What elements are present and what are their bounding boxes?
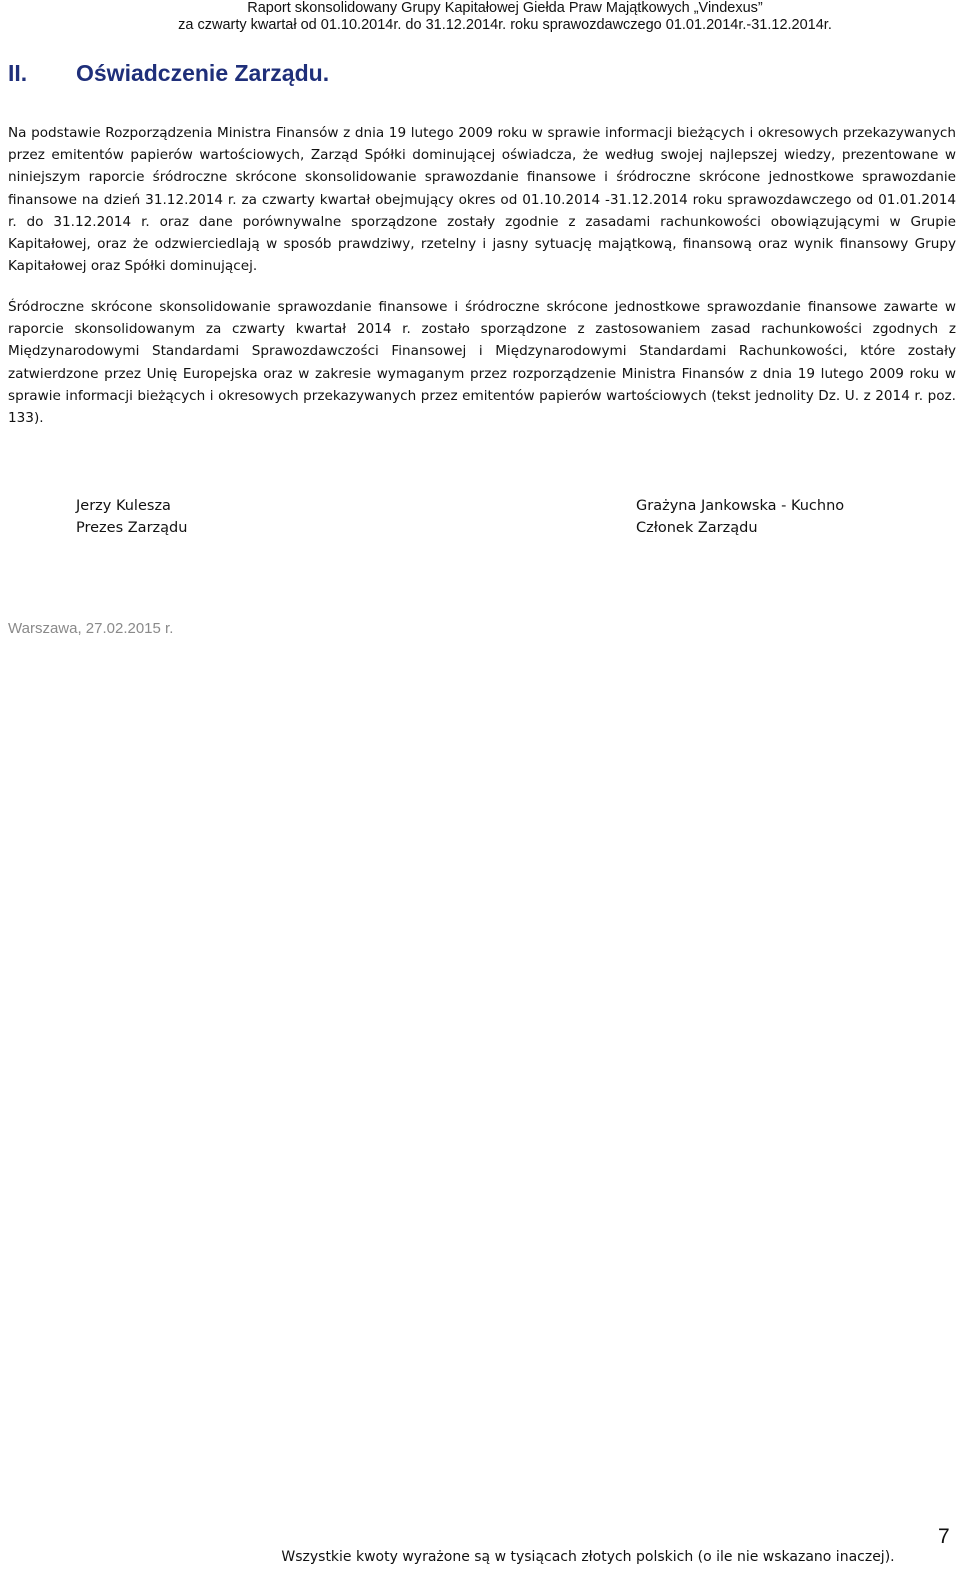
signatory-name: Grażyna Jankowska - Kuchno: [636, 498, 845, 514]
signatory-name: Jerzy Kulesza: [76, 498, 171, 514]
signatory-role: Członek Zarządu: [636, 520, 758, 536]
signatory-role: Prezes Zarządu: [76, 520, 188, 536]
signature-block-board-member: [636, 495, 844, 539]
section-number: II.: [8, 60, 28, 86]
management-statement-paragraph: Na podstawie Rozporządzenia Ministra Finansów z dnia 19 lutego 2009 roku w sprawie informacji bieżących i okresowych przekazywanych przez emitentów papierów wartościowych, Zarząd Spółki dominującej oświadcza, że według swojej najlepszej wiedzy, prezentowane w niniejszym raporcie śródroczne skrócone skonsolidowanie sprawozdanie finansowe i śródroczne skrócone jednostkowe sprawozdanie finansowe na dzień 31.12.2014 r. za czwarty kwartał obejmujący okres od 01.10.2014 -31.12.2014 roku sprawozdawczego od 01.01.2014 r. do 31.12.2014 r. oraz dane porównywalne sporządzone zostały zgodnie z zasadami rachunkowości obowiązującymi w Grupie Kapitałowej, oraz że odzwierciedlają w sposób prawdziwy, rzetelny i jasny sytuację majątkową, finansową oraz wynik finansowy Grupy Kapitałowej oraz Spółki dominującej.: [8, 125, 956, 275]
footer-note: Wszystkie kwoty wyrażone są w tysiącach złotych polskich (o ile nie wskazano inaczej).: [281, 1549, 895, 1565]
section-heading: [8, 60, 329, 87]
place-and-date: Warszawa, 27.02.2015 r.: [8, 620, 174, 637]
report-period: za czwarty kwartał od 01.10.2014r. do 31.12.2014r. roku sprawozdawczego 01.01.2014r.-31.12.2014r.: [178, 17, 832, 33]
page-number: 7: [938, 1525, 950, 1548]
accounting-standards-paragraph: Śródroczne skrócone skonsolidowanie sprawozdanie finansowe i śródroczne skrócone jednostkowe sprawozdanie finansowe zawarte w raporcie skonsolidowanym za czwarty kwartał 2014 r. zostało sporządzone z zastosowaniem zasad rachunkowości zgodnych z Międzynarodowymi Standardami Sprawozdawczości Finansowej i Międzynarodowymi Standardami Rachunkowości, które zostały zatwierdzone przez Unię Europejska oraz w zakresie wymaganym przez rozporządzenie Ministra Finansów z dnia 19 lutego 2009 roku w sprawie informacji bieżących i okresowych przekazywanych przez emitentów papierów wartościowych (tekst jednolity Dz. U. z 2014 r. poz. 133).: [8, 299, 956, 427]
report-title: Raport skonsolidowany Grupy Kapitałowej Giełda Praw Majątkowych „Vindexus”: [247, 0, 763, 16]
page-footer: [0, 1549, 960, 1565]
signature-block-president: [76, 495, 187, 539]
section-title: Oświadczenie Zarządu.: [76, 60, 330, 86]
